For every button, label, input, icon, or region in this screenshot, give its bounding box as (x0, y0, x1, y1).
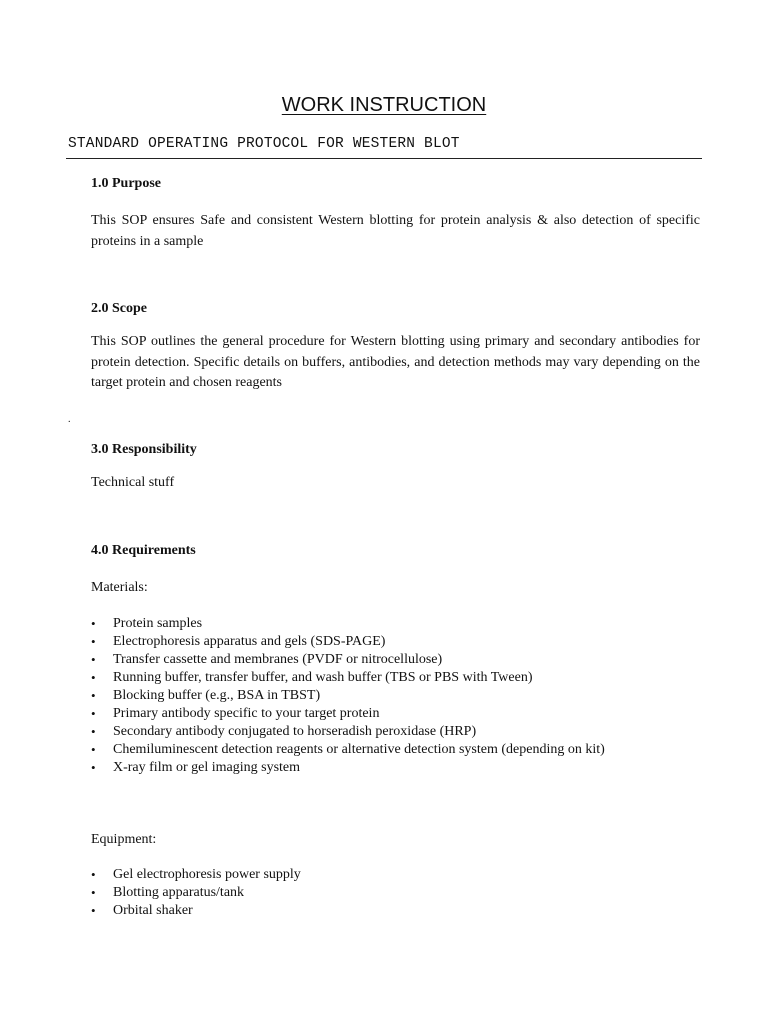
list-item (91, 651, 605, 669)
list-item (91, 866, 301, 884)
header-divider (66, 158, 702, 159)
document-title: WORK INSTRUCTION (281, 94, 487, 116)
bullet-icon: • (91, 885, 96, 900)
list-item (91, 633, 605, 651)
material-item: Protein samples (113, 616, 203, 631)
material-item: Blocking buffer (e.g., BSA in TBST) (113, 688, 321, 703)
material-item: Primary antibody specific to your target protein (113, 706, 380, 721)
list-item (91, 884, 301, 902)
bullet-icon: • (91, 760, 96, 775)
materials-list (91, 615, 605, 777)
list-item (91, 705, 605, 723)
purpose-text: This SOP ensures Safe and consistent Western blotting for protein analysis & also detection of specific proteins in a sample (91, 213, 700, 249)
bullet-icon: • (91, 688, 96, 703)
purpose-heading: 1.0 Purpose (91, 176, 161, 191)
material-item: Chemiluminescent detection reagents or alternative detection system (depending on kit) (113, 742, 605, 757)
material-item: Running buffer, transfer buffer, and wash buffer (TBS or PBS with Tween) (113, 670, 533, 685)
material-item: X-ray film or gel imaging system (113, 760, 301, 775)
scope-text: This SOP outlines the general procedure for Western blotting using primary and secondary antibodies for protein detection. Specific details on buffers, antibodies, and detection methods may vary depending on the target protein and chosen reagents (91, 334, 700, 390)
bullet-icon: • (91, 652, 96, 667)
bullet-icon: • (91, 867, 96, 882)
equipment-list (91, 866, 301, 920)
list-item (91, 759, 605, 777)
equipment-item: Orbital shaker (113, 903, 193, 918)
material-item: Transfer cassette and membranes (PVDF or nitrocellulose) (113, 652, 443, 667)
stray-mark: . (68, 414, 71, 425)
list-item (91, 687, 605, 705)
bullet-icon: • (91, 903, 96, 918)
responsibility-heading: 3.0 Responsibility (91, 442, 197, 457)
responsibility-text: Technical stuff (91, 475, 175, 490)
list-item (91, 669, 605, 687)
material-item: Secondary antibody conjugated to horseradish peroxidase (HRP) (113, 724, 477, 739)
materials-label: Materials: (91, 580, 148, 595)
bullet-icon: • (91, 616, 96, 631)
bullet-icon: • (91, 670, 96, 685)
scope-heading: 2.0 Scope (91, 301, 147, 316)
bullet-icon: • (91, 706, 96, 721)
bullet-icon: • (91, 742, 96, 757)
equipment-label: Equipment: (91, 832, 157, 847)
list-item (91, 741, 605, 759)
material-item: Electrophoresis apparatus and gels (SDS-PAGE) (113, 634, 386, 649)
equipment-item: Blotting apparatus/tank (113, 885, 245, 900)
document-subtitle: STANDARD OPERATING PROTOCOL FOR WESTERN BLOT (68, 136, 460, 152)
list-item (91, 615, 605, 633)
list-item (91, 723, 605, 741)
equipment-item: Gel electrophoresis power supply (113, 867, 301, 882)
list-item (91, 902, 301, 920)
bullet-icon: • (91, 724, 96, 739)
bullet-icon: • (91, 634, 96, 649)
requirements-heading: 4.0 Requirements (91, 543, 196, 558)
